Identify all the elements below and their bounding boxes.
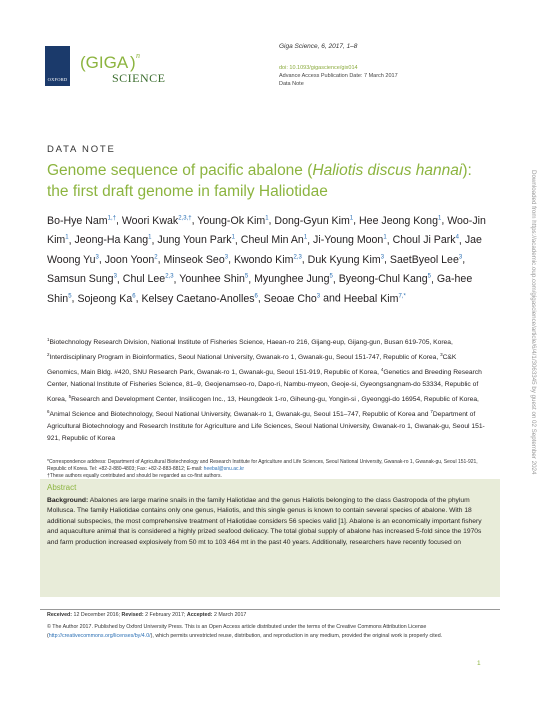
author-name bbox=[274, 215, 353, 227]
author-name bbox=[105, 254, 158, 266]
author-name bbox=[123, 273, 174, 285]
author-name-text: Heebal Kim bbox=[343, 292, 399, 305]
author-affiliation-marker: 1 bbox=[148, 234, 152, 241]
author-name-text: Choul Ji Park bbox=[392, 234, 456, 247]
author-name bbox=[344, 293, 406, 305]
license-text bbox=[47, 623, 492, 641]
journal-citation: Giga Science, 6, 2017, 1–8 bbox=[279, 43, 358, 50]
abstract-body: Abalones are large marine snails in the family Haliotidae and the genus Haliotis belonging to the class Gastropoda of the phylum Mollusca. The family Haliotidae contains only one genus, Haliotis, and this single genus is known to contain several species of abalone. With 18 additional subspecies, the most comprehensive treatment of Haliotidae considers 56 species valid [1]. Abalone is an economically important fishery and aquaculture animal that is considered a highly prized seafood delicacy. The total global supply of abalone has increased 5-fold since the 1970s and farm production increased explosively from 50 mt to 103 464 mt in the past 40 years. Additionally, researchers have recently focused on bbox=[47, 497, 482, 546]
logo-part1: (GIGA bbox=[80, 53, 129, 72]
abstract-heading: Abstract bbox=[47, 483, 77, 492]
page-number: 1 bbox=[477, 660, 481, 667]
author-name-text: Ji-Young Moon bbox=[313, 234, 384, 247]
received-date: 12 December 2016; bbox=[72, 612, 122, 618]
correspondence-note bbox=[47, 459, 487, 473]
correspondence-email[interactable]: heebal@snu.ac.kr bbox=[203, 466, 245, 473]
author-name bbox=[393, 234, 459, 246]
author-name-text: Byeong-Chul Kang bbox=[338, 273, 428, 286]
accepted-label: Accepted: bbox=[186, 612, 213, 618]
author-name bbox=[141, 293, 257, 305]
author-affiliation-marker: 3 bbox=[95, 254, 99, 261]
author-name-text: Ga-hee Shin bbox=[47, 273, 473, 305]
author-affiliation-marker: 6 bbox=[132, 293, 136, 300]
author-name bbox=[77, 293, 135, 305]
author-affiliation-marker: 2 bbox=[154, 254, 158, 261]
author-name bbox=[313, 234, 387, 246]
author-affiliation-marker: 4 bbox=[455, 234, 459, 241]
section-label: DATA NOTE bbox=[47, 144, 116, 155]
author-affiliation-marker: 3 bbox=[224, 254, 229, 261]
author-name bbox=[197, 215, 268, 227]
abstract-text bbox=[47, 496, 491, 548]
revised-label: Revised: bbox=[121, 612, 144, 618]
author-name bbox=[359, 215, 441, 227]
title-part2: ): the first draft genome in family Haliotidae bbox=[47, 162, 472, 200]
author-affiliation-marker: 1 bbox=[65, 234, 69, 241]
affiliation-number: 4 bbox=[380, 367, 384, 373]
article-title bbox=[47, 160, 487, 202]
author-name bbox=[47, 273, 117, 285]
publication-dates bbox=[47, 612, 246, 618]
affiliation-text: Research and Development Center, Insilicogen Inc., 13, Heungdeok 1-ro, Giheung-gu, Yongin-si , Gyeonggi-do 16954, Republic of Korea, bbox=[71, 396, 479, 404]
author-notes bbox=[47, 459, 487, 481]
affiliation-number: 6 bbox=[47, 408, 50, 414]
author-name bbox=[339, 273, 431, 285]
author-name bbox=[122, 215, 192, 227]
author-name-text: Joon Yoon bbox=[104, 253, 155, 266]
author-name-text: Duk Kyung Kim bbox=[307, 253, 381, 266]
license-link[interactable]: http://creativecommons.org/licenses/by/4.0/ bbox=[48, 633, 151, 640]
author-name bbox=[47, 215, 116, 227]
author-affiliation-marker: 2,3 bbox=[165, 273, 174, 280]
author-name bbox=[163, 254, 228, 266]
author-name bbox=[390, 254, 462, 266]
author-affiliation-marker: 3 bbox=[380, 254, 385, 261]
author-list: Bo-Hye Nam$^{1,\dagger}$, Woori Kwak$^{2,3,\dagger}$, Young-Ok Kim$^1$, Dong-Gyun Kim$^1$, Hee Jeong Kong$^1$, Woo-Jin Kim$^1$, Jeong-Ha Kang$^1$, Jung Youn Park$^1$, Cheul Min An$^1$, Ji-Young Moon$^1$, Choul Ji Park$^4$, Jae Woong Yu$^3$, Joon Yoon$^2$, Minseok Seo$^3$, Kwondo Kim$^{2,3}$, Duk Kyung Kim$^3$, SaetByeol Lee$^3$, Samsun Sung$^3$, Chul Lee$^{2,3}$, Younhee Shin$^5$, Myunghee Jung$^5$, Byeong-Chul Kang$^5$, Ga-hee Shin$^5$, Sojeong Ka$^6$, Kelsey Caetano-Anolles$^6$, Seoae Cho$^3$ and Heebal Kim$^{7,*}$ bbox=[47, 214, 486, 305]
author-name-text: Minseok Seo bbox=[163, 253, 225, 266]
title-species: Haliotis discus hannai bbox=[312, 162, 463, 179]
author-name bbox=[234, 254, 302, 266]
author-name-text: SaetByeol Lee bbox=[389, 253, 459, 266]
author-name-text: Seoae Cho bbox=[263, 292, 317, 305]
author-name-text: Jae Woong Yu bbox=[47, 234, 482, 266]
license-post: ), which permits unrestricted reuse, distribution, and reproduction in any medium, provided the original work is properly cited. bbox=[150, 633, 443, 640]
oxford-logo-text: OXFORD bbox=[47, 77, 68, 82]
author-affiliation-marker: 5 bbox=[68, 293, 72, 300]
received-label: Received: bbox=[47, 612, 73, 618]
correspondence-text: *Correspondence address: Department of Agricultural Biotechnology and Research Institute for Agriculture and Life Sciences, Seoul National University, Gwanak-ro 1, Gwanak-gu, Seoul 151-921, Republic of Korea. Tel: +82-2-880-4803; Fax: +82-2-883-8812; E-mail: bbox=[47, 459, 478, 473]
author-name-text: Woori Kwak bbox=[121, 214, 179, 227]
author-affiliation-marker: 1 bbox=[383, 234, 387, 241]
download-note-text: Downloaded from https://academic.oup.com/gigascience/article/6/4/1/3063345 by guest on 02 September 2024 bbox=[530, 170, 537, 475]
author-name-text: Kelsey Caetano-Anolles bbox=[141, 292, 255, 305]
logo-part3: SCIENCE bbox=[112, 71, 166, 85]
affiliation-text: Genetics and Breeding Research Center, National Institute of Fisheries Science, 81–9, Geojenamseo-ro, Dapo-ri, Nambu-myeon, Geoje-si, Gyeongsangnam-do 53334, Republic of Korea, bbox=[47, 369, 482, 404]
author-affiliation-marker: 7,* bbox=[398, 293, 406, 300]
author-name-text: Younhee Shin bbox=[179, 273, 245, 286]
affiliation-number: 3 bbox=[440, 352, 443, 358]
author-affiliation-marker: 1 bbox=[231, 234, 235, 241]
affiliation-number: 5 bbox=[68, 393, 72, 399]
author-name-text: Dong-Gyun Kim bbox=[274, 214, 350, 227]
author-affiliation-marker: 3 bbox=[316, 293, 321, 300]
author-name bbox=[74, 234, 151, 246]
author-name-text: Hee Jeong Kong bbox=[359, 214, 438, 227]
author-affiliation-marker: 6 bbox=[254, 293, 258, 300]
author-name bbox=[308, 254, 384, 266]
author-name-text: Myunghee Jung bbox=[254, 273, 330, 286]
footer-divider bbox=[40, 609, 500, 610]
gigascience-logo bbox=[78, 46, 198, 86]
author-name-text: Woo-Jin Kim bbox=[47, 214, 486, 247]
author-name-text: Samsun Sung bbox=[47, 273, 114, 286]
author-name bbox=[254, 273, 333, 285]
advance-access-date: Advance Access Publication Date: 7 March 2017 bbox=[279, 73, 398, 79]
author-affiliation-marker: 3 bbox=[113, 273, 117, 280]
affiliation-number: 2 bbox=[47, 352, 50, 358]
author-affiliation-marker: 2,3 bbox=[293, 254, 302, 261]
logo-part2: ) bbox=[130, 53, 136, 72]
affiliation-number: 1 bbox=[47, 337, 50, 342]
logo-superscript: n bbox=[136, 51, 140, 60]
title-part1: Genome sequence of pacific abalone ( bbox=[47, 162, 313, 179]
author-name-text: Kwondo Kim bbox=[233, 253, 294, 266]
accepted-date: 2 March 2017 bbox=[212, 612, 247, 618]
doi-link[interactable]: doi: 10.1093/gigascience/gix014 bbox=[279, 65, 358, 71]
author-affiliation-marker: 5 bbox=[329, 273, 333, 280]
revised-date: 2 February 2017; bbox=[143, 612, 187, 618]
author-affiliation-marker: 5 bbox=[244, 273, 249, 280]
download-note bbox=[523, 170, 537, 690]
author-affiliation-marker: 1 bbox=[265, 215, 269, 221]
affiliation-number: 7 bbox=[430, 408, 433, 414]
oxford-logo bbox=[45, 46, 70, 86]
author-affiliation-marker: 5 bbox=[427, 273, 431, 280]
author-name-text: Sojeong Ka bbox=[77, 292, 133, 305]
article-type: Data Note bbox=[279, 81, 304, 87]
author-name bbox=[264, 293, 320, 305]
author-affiliation-marker: 1 bbox=[303, 234, 308, 241]
affiliations bbox=[47, 334, 487, 445]
author-affiliation-marker: 1 bbox=[349, 215, 354, 221]
author-name-text: Young-Ok Kim bbox=[197, 214, 266, 227]
license-pre: © The Author 2017. Published by Oxford University Press. This is an Open Access article distributed under the terms of the Creative Commons Attribution License ( bbox=[47, 624, 427, 640]
affiliation-text: Animal Science and Biotechnology, Seoul National University, Gwanak-ro 1, Gwanak-gu, Seoul 151–747, Republic of Korea and bbox=[49, 411, 431, 419]
author-name-text: Bo-Hye Nam bbox=[47, 214, 108, 227]
author-name-text: Cheul Min An bbox=[240, 234, 304, 247]
author-name bbox=[241, 234, 307, 246]
author-affiliation-marker: 1,† bbox=[107, 215, 116, 221]
affiliation-text: Department of Agricultural Biotechnology and Research Institute for Agriculture and Life Sciences, Seoul National University, Gwanak-ro 1, Gwanak-gu, Seoul 151-921, Republic of Korea bbox=[47, 411, 485, 442]
affiliation-text: Interdisciplinary Program in Bioinformatics, Seoul National University, Gwanak-ro 1, Gwanak-gu, Seoul 151-747, Republic of Korea, bbox=[49, 354, 441, 362]
author-name-text: Chul Lee bbox=[122, 273, 166, 286]
author-name-text: Jung Youn Park bbox=[157, 234, 232, 247]
affiliation-text: C&K Genomics, Main Bldg. #420, SNU Research Park, Gwanak-ro 1, Gwanak-gu, Seoul 151-919, Republic of Korea, bbox=[47, 354, 457, 377]
equal-contribution-note: †These authors equally contributed and should be regarded as co-first authors. bbox=[47, 473, 222, 480]
author-affiliation-marker: 1 bbox=[437, 215, 442, 221]
author-affiliation-marker: 3 bbox=[458, 254, 463, 261]
author-name bbox=[157, 234, 235, 246]
author-name-text: Jeong-Ha Kang bbox=[74, 234, 149, 247]
author-name bbox=[179, 273, 248, 285]
abstract-background-label: Background: bbox=[47, 497, 89, 504]
author-affiliation-marker: 2,3,† bbox=[178, 215, 192, 221]
affiliation-text: Biotechnology Research Division, National Institute of Fisheries Science, Haean-ro 216, Gijang-eup, Gijang-gun, Busan 619-705, Korea, bbox=[49, 339, 453, 347]
